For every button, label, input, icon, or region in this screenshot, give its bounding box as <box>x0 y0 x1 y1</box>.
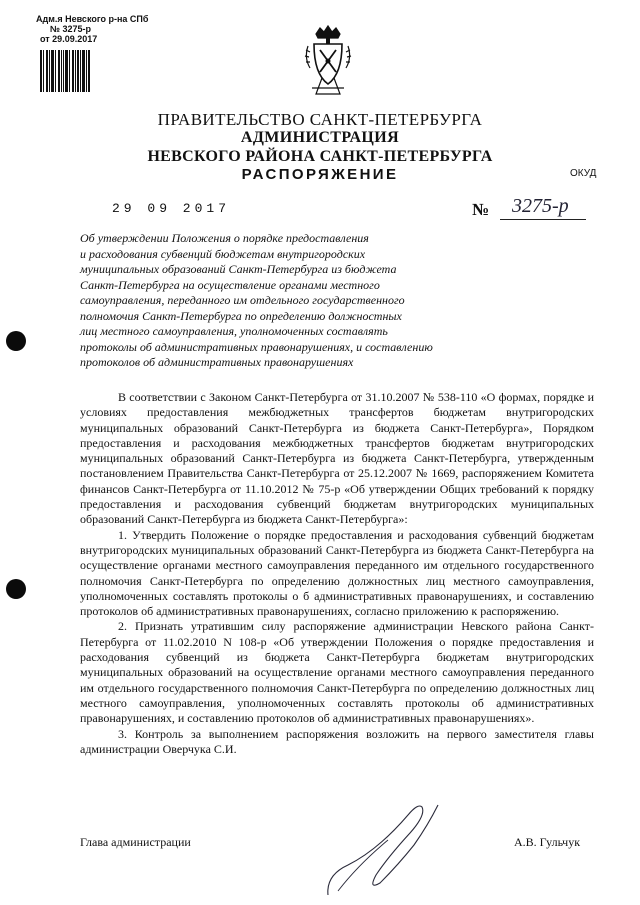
subject-line: протоколов об административных правонарушениях <box>80 355 354 369</box>
document-subject <box>80 231 433 371</box>
document-number: 3275-р <box>512 195 569 217</box>
subject-line: и расходования субвенций бюджетам внутригородских <box>80 246 366 261</box>
preamble-paragraph: В соответствии с Законом Санкт-Петербурга от 31.10.2007 № 538-110 «О формах, порядке и условиях предоставления межбюджетных трансфертов бюджетам внутригородских муниципальных образований Санкт-Петербурга из бюджета Санкт-Петербурга», Порядком предоставления и расходования межбюджетных трансфертов бюджетам внутригородских муниципальных образований Санкт-Петербурга из бюджета Санкт-Петербурга, утвержденным постановлением Правительства Санкт-Петербурга от 25.12.2007 № 1669, распоряжением Комитета финансов Санкт-Петербурга от 11.10.2012 № 75-р «Об утверждении Общих требований к порядку предоставления и расходования субвенций бюджетам внутригородских муниципальных образований Санкт-Петербурга из бюджета Санкт-Петербурга»: <box>80 390 594 527</box>
subject-line: муниципальных образований Санкт-Петербурга из бюджета <box>80 262 397 276</box>
signatory-title: Глава администрации <box>80 835 191 849</box>
punch-hole <box>6 331 26 351</box>
document-body <box>80 390 594 757</box>
handwritten-signature <box>318 795 448 900</box>
punch-hole <box>6 579 26 599</box>
district-title: НЕВСКОГО РАЙОНА САНКТ-ПЕТЕРБУРГА <box>147 148 493 165</box>
okud-label: ОКУД <box>570 168 597 179</box>
government-title: ПРАВИТЕЛЬСТВО САНКТ-ПЕТЕРБУРГА <box>157 110 483 129</box>
number-label: № <box>472 200 490 219</box>
subject-line: полномочия Санкт-Петербурга по определению должностных <box>80 308 402 323</box>
coat-of-arms-icon <box>300 24 356 98</box>
document-type: РАСПОРЯЖЕНИЕ <box>241 166 399 183</box>
barcode-icon <box>40 50 90 92</box>
item-1-paragraph: 1. Утвердить Положение о порядке предоставления и расходования субвенций бюджетам внутригородских муниципальных образований Санкт-Петербурга из бюджета Санкт-Петербурга на осуществление органами местного самоуправления переданного им отдельного государственного полномочия Санкт-Петербурга по определению должностных лиц местного самоуправления, уполномоченных составлять протоколы о б административных правонарушениях, и составлению протоколов об административных правонарушениях, согласно приложению к распоряжению. <box>80 527 594 619</box>
signatory-name: А.В. Гульчук <box>514 835 581 849</box>
document-date: 29 09 2017 <box>112 201 231 216</box>
item-2-paragraph: 2. Признать утратившим силу распоряжение администрации Невского района Санкт-Петербурга от 11.02.2010 N 108-р «Об утверждении Положения о порядке предоставления и расходования субвенций из бюджета Санкт-Петербурга бюджетам внутригородских муниципальных образований на осуществление органами местного самоуправления переданного им отдельного государственного полномочия Санкт-Петербурга по определению должностных лиц местного самоуправления, уполномоченных составлять протоколы об административных правонарушениях, и составлению протоколов об административных правонарушениях». <box>80 619 594 726</box>
subject-line: лиц местного самоуправления, уполномоченных составлять <box>80 324 388 338</box>
stamp-number: № 3275-р <box>50 24 92 34</box>
stamp-date: от 29.09.2017 <box>40 34 98 44</box>
stamp-office: Адм.я Невского р-на СПб <box>36 14 149 24</box>
subject-line: Санкт-Петербурга на осуществление органами местного <box>80 277 380 292</box>
number-underline <box>500 219 586 220</box>
item-3-paragraph: 3. Контроль за выполнением распоряжения возложить на первого заместителя главы администрации Оверчука С.И. <box>80 726 594 756</box>
subject-line: протоколы об административных правонарушениях, и составлению <box>80 339 433 354</box>
subject-line: Об утверждении Положения о порядке предоставления <box>80 231 369 245</box>
registration-stamp <box>36 14 148 44</box>
subject-line: самоуправления, переданного им отдельного государственного <box>80 293 405 307</box>
administration-title: АДМИНИСТРАЦИЯ <box>240 129 400 146</box>
